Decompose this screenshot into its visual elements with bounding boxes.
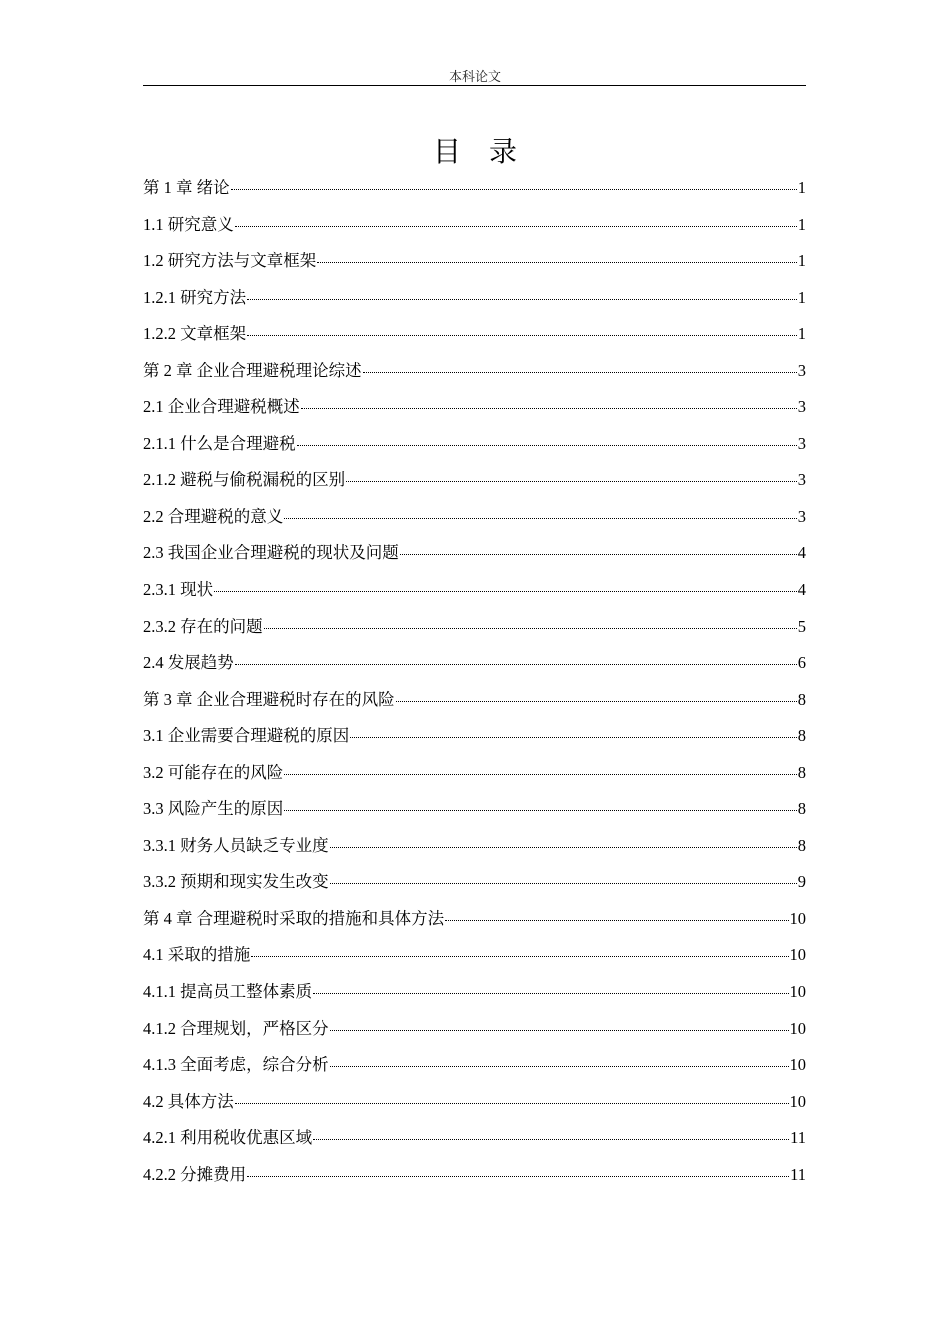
toc-entry-page-number: 6 [797,653,806,673]
dot-leader [247,334,797,336]
toc-entry-label: 3.3.2 预期和现实发生改变 [143,872,329,892]
toc-entry-label: 4.1.3 全面考虑，综合分析 [143,1055,329,1075]
toc-entry-page-number: 10 [789,908,806,928]
toc-entry-page-number: 11 [790,1164,806,1184]
toc-entry[interactable] [143,499,806,536]
dot-leader [313,1138,789,1140]
toc-entry-label: 4.2.2 分摊费用 [143,1164,247,1184]
toc-entry-label: 3.2 可能存在的风险 [143,762,284,782]
toc-entry[interactable] [143,645,806,682]
dot-leader [445,919,788,921]
toc-entry[interactable] [143,280,806,317]
toc-entry-label: 3.3 风险产生的原因 [143,799,284,819]
toc-entry[interactable] [143,974,806,1011]
toc-entry[interactable] [143,1157,806,1194]
dot-leader [346,480,797,482]
toc-entry-page-number: 10 [789,982,806,1002]
dot-leader [350,736,797,738]
toc-entry[interactable] [143,937,806,974]
toc-entry-page-number: 3 [797,506,806,526]
toc-entry-page-number: 3 [797,470,806,490]
toc-entry-page-number: 1 [797,251,806,271]
toc-entry[interactable] [143,828,806,865]
toc-entry-label: 2.1.2 避税与偷税漏税的区别 [143,470,346,490]
toc-entry-page-number: 3 [797,397,806,417]
dot-leader [330,846,797,848]
toc-entry-label: 第 3 章 企业合理避税时存在的风险 [143,689,395,709]
toc-entry-page-number: 3 [797,433,806,453]
toc-entry-page-number: 8 [797,835,806,855]
toc-entry[interactable] [143,170,806,207]
toc-entry[interactable] [143,1120,806,1157]
dot-leader [235,225,797,227]
dot-leader [235,1102,789,1104]
dot-leader [317,261,797,263]
dot-leader [284,773,797,775]
toc-entry-page-number: 9 [797,872,806,892]
dot-leader [284,517,797,519]
toc-entry-label: 4.1.1 提高员工整体素质 [143,982,313,1002]
toc-entry[interactable] [143,243,806,280]
dot-leader [297,444,797,446]
toc-entry-label: 1.2.2 文章框架 [143,324,247,344]
toc-entry-label: 3.1 企业需要合理避税的原因 [143,726,350,746]
toc-entry-page-number: 8 [797,689,806,709]
dot-leader [214,590,797,592]
toc-entry[interactable] [143,1047,806,1084]
toc-entry-page-number: 3 [797,360,806,380]
toc-entry-page-number: 10 [789,1018,806,1038]
toc-entry[interactable] [143,426,806,463]
dot-leader [231,188,797,190]
toc-entry-label: 2.1.1 什么是合理避税 [143,433,296,453]
toc-entry[interactable] [143,535,806,572]
dot-leader [251,955,788,957]
toc-entry[interactable] [143,791,806,828]
toc-entry-label: 第 1 章 绪论 [143,178,230,197]
toc-entry-page-number: 10 [789,945,806,965]
toc-entry-page-number: 11 [790,1128,806,1148]
toc-entry[interactable] [143,572,806,609]
toc-entry-label: 2.2 合理避税的意义 [143,506,284,526]
toc-entry-label: 2.3 我国企业合理避税的现状及问题 [143,543,399,563]
toc-entry-page-number: 5 [797,616,806,636]
toc-entry-label: 4.1.2 合理规划，严格区分 [143,1018,329,1038]
toc-entry[interactable] [143,609,806,646]
dot-leader [313,992,788,994]
dot-leader [396,700,797,702]
toc-entry[interactable] [143,1011,806,1048]
dot-leader [264,627,797,629]
toc-entry-label: 1.1 研究意义 [143,214,234,234]
dot-leader [363,371,797,373]
toc-entry[interactable] [143,901,806,938]
toc-entry-page-number: 1 [797,324,806,344]
dot-leader [235,663,797,665]
toc-entry[interactable] [143,864,806,901]
page-header: 本科论文 [448,69,501,84]
toc-entry-label: 1.2 研究方法与文章框架 [143,251,317,271]
toc-entry-label: 4.2.1 利用税收优惠区域 [143,1128,313,1148]
toc-entry[interactable] [143,389,806,426]
toc-entry[interactable] [143,682,806,719]
toc-entry-label: 4.2 具体方法 [143,1091,234,1111]
toc-entry-label: 3.3.1 财务人员缺乏专业度 [143,835,329,855]
toc-entry-label: 2.4 发展趋势 [143,653,234,673]
toc-entry[interactable] [143,462,806,499]
toc-entry[interactable] [143,1084,806,1121]
toc-entry[interactable] [143,207,806,244]
dot-leader [284,809,797,811]
toc-entry[interactable] [143,755,806,792]
dot-leader [330,1029,789,1031]
toc-entry-page-number: 4 [797,580,806,600]
toc-entry[interactable] [143,353,806,390]
toc-entry-label: 第 4 章 合理避税时采取的措施和具体方法 [143,908,445,928]
toc-entry-page-number: 4 [797,543,806,563]
table-of-contents [143,170,806,1193]
dot-leader [247,298,797,300]
toc-entry-page-number: 10 [789,1091,806,1111]
toc-title: 目录 [432,135,545,168]
toc-entry[interactable] [143,316,806,353]
dot-leader [247,1175,789,1177]
toc-entry-page-number: 1 [797,214,806,234]
toc-entry-page-number: 8 [797,762,806,782]
dot-leader [301,407,797,409]
toc-entry-label: 1.2.1 研究方法 [143,287,247,307]
dot-leader [400,553,797,555]
toc-entry-page-number: 1 [797,178,806,197]
toc-entry-page-number: 8 [797,799,806,819]
toc-entry-page-number: 8 [797,726,806,746]
toc-entry-page-number: 10 [789,1055,806,1075]
header-rule [143,85,806,86]
toc-entry[interactable] [143,718,806,755]
dot-leader [330,882,797,884]
toc-entry-label: 第 2 章 企业合理避税理论综述 [143,360,362,380]
toc-entry-label: 2.3.1 现状 [143,580,214,600]
toc-entry-label: 4.1 采取的措施 [143,945,251,965]
toc-entry-label: 2.3.2 存在的问题 [143,616,263,636]
dot-leader [330,1065,789,1067]
toc-entry-page-number: 1 [797,287,806,307]
toc-entry-label: 2.1 企业合理避税概述 [143,397,300,417]
